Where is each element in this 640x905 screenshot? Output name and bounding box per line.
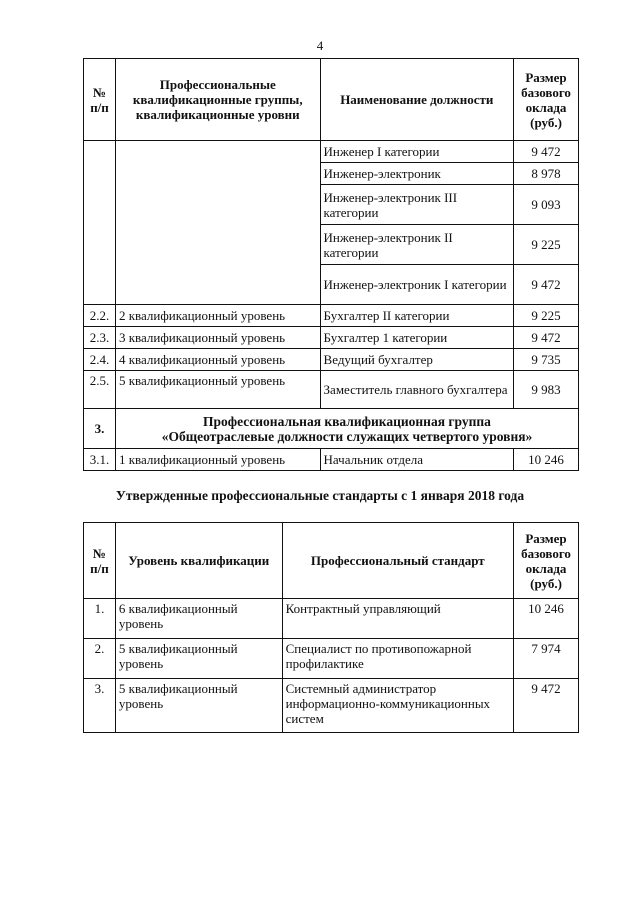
position-cell: Ведущий бухгалтер [320, 349, 513, 371]
position-cell: Бухгалтер 1 категории [320, 327, 513, 349]
table-row [84, 327, 579, 349]
level-cell: 5 квалификационный уровень [115, 679, 282, 733]
num-cell: 2.2. [84, 305, 116, 327]
num-cell: 2.5. [84, 371, 116, 409]
num-cell: 2.3. [84, 327, 116, 349]
salary-cell: 9 983 [514, 371, 579, 409]
salary-cell: 9 225 [514, 305, 579, 327]
num-cell: 3. [84, 679, 116, 733]
position-cell: Бухгалтер II категории [320, 305, 513, 327]
page-number: 4 [316, 38, 324, 53]
salary-cell: 9 472 [514, 265, 579, 305]
salary-cell: 9 093 [514, 185, 579, 225]
num-cell: 3.1. [84, 449, 116, 471]
continued-num-cell [84, 141, 116, 305]
group-title-line2: «Общеотраслевые должности служащих четвертого уровня» [161, 428, 533, 444]
standard-cell: Специалист по противопожарной профилактике [282, 639, 513, 679]
table-row [84, 141, 579, 163]
header-num: № п/п [84, 59, 116, 141]
table-row [84, 599, 579, 639]
level-cell: 4 квалификационный уровень [115, 349, 320, 371]
salary-cell: 9 735 [514, 349, 579, 371]
level-cell: 5 квалификационный уровень [115, 371, 320, 409]
group-title-line1: Профессиональная квалификационная группа [203, 413, 491, 429]
professional-standards-table [83, 522, 579, 733]
salary-cell: 9 225 [514, 225, 579, 265]
position-cell: Инженер-электроник II категории [320, 225, 513, 265]
table-row [84, 639, 579, 679]
salary-cell: 7 974 [514, 639, 579, 679]
section-title: Утвержденные профессиональные стандарты с 1 января 2018 года [115, 488, 525, 503]
standard-cell: Системный администратор информационно-коммуникационных систем [282, 679, 513, 733]
position-cell: Заместитель главного бухгалтера [320, 371, 513, 409]
header-level: Уровень квалификации [115, 523, 282, 599]
position-cell: Начальник отдела [320, 449, 513, 471]
group-num-cell: 3. [84, 409, 116, 449]
group-title-cell [115, 409, 578, 449]
num-cell: 2. [84, 639, 116, 679]
header-num: № п/п [84, 523, 116, 599]
num-cell: 2.4. [84, 349, 116, 371]
position-cell: Инженер-электроник III категории [320, 185, 513, 225]
table-row [84, 449, 579, 471]
header-group: Профессиональные квалификационные группы, квалификационные уровни [115, 59, 320, 141]
level-cell: 2 квалификационный уровень [115, 305, 320, 327]
table-header-row [84, 523, 579, 599]
position-cell: Инженер I категории [320, 141, 513, 163]
salary-cell: 10 246 [514, 599, 579, 639]
continued-level-cell [115, 141, 320, 305]
salary-cell: 9 472 [514, 141, 579, 163]
level-cell: 1 квалификационный уровень [115, 449, 320, 471]
header-standard: Профессиональный стандарт [282, 523, 513, 599]
table-row [84, 349, 579, 371]
table-header-row [84, 59, 579, 141]
table-row [84, 371, 579, 409]
table-row [84, 305, 579, 327]
level-cell: 3 квалификационный уровень [115, 327, 320, 349]
salary-cell: 9 472 [514, 327, 579, 349]
group-row [84, 409, 579, 449]
salary-cell: 8 978 [514, 163, 579, 185]
num-cell: 1. [84, 599, 116, 639]
position-cell: Инженер-электроник [320, 163, 513, 185]
salary-table-positions [83, 58, 579, 471]
header-salary: Размер базового оклада (руб.) [514, 59, 579, 141]
salary-cell: 9 472 [514, 679, 579, 733]
table-row [84, 679, 579, 733]
header-position: Наименование должности [320, 59, 513, 141]
position-cell: Инженер-электроник I категории [320, 265, 513, 305]
header-salary: Размер базового оклада (руб.) [514, 523, 579, 599]
salary-cell: 10 246 [514, 449, 579, 471]
level-cell: 5 квалификационный уровень [115, 639, 282, 679]
level-cell: 6 квалификационный уровень [115, 599, 282, 639]
standard-cell: Контрактный управляющий [282, 599, 513, 639]
